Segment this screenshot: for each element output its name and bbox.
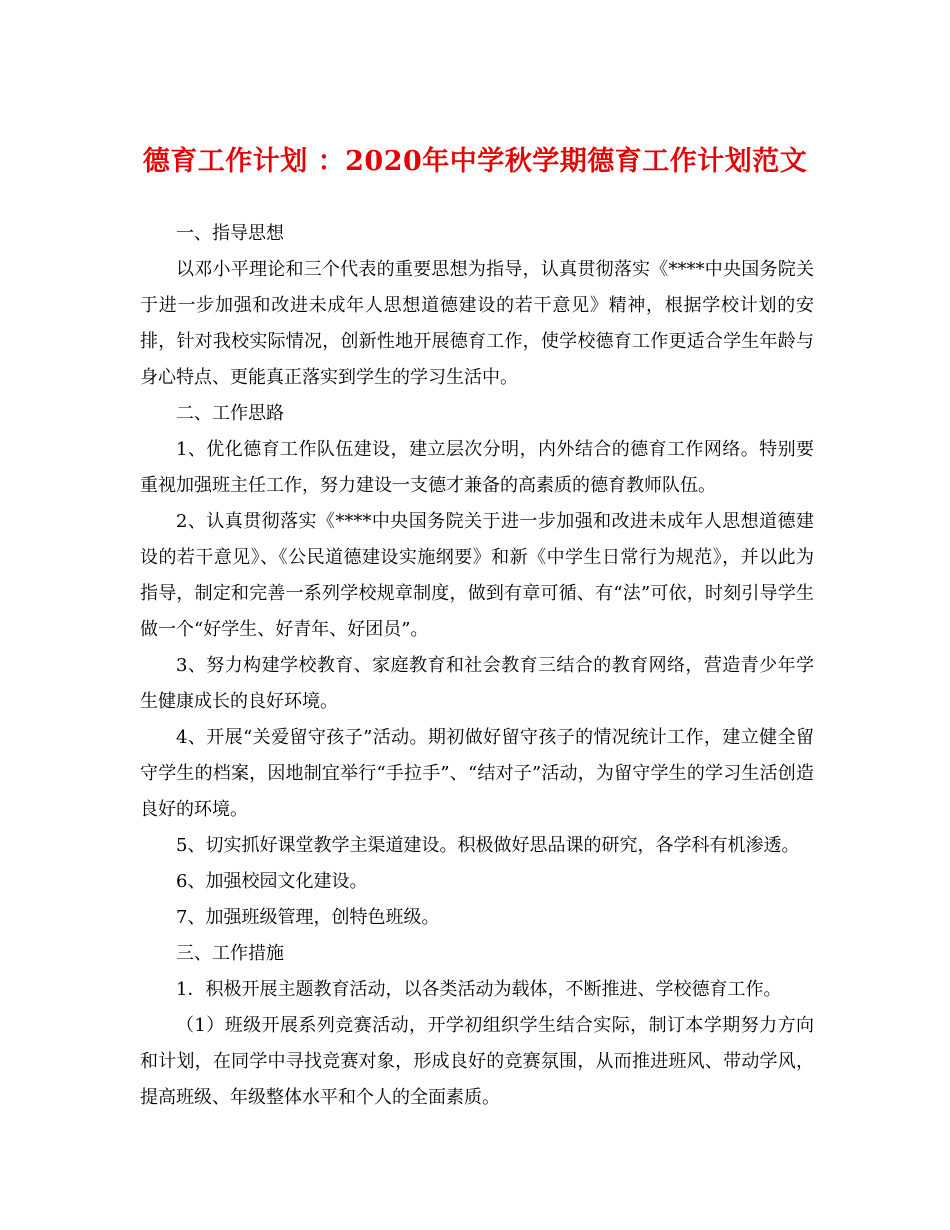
document-body (140, 216, 814, 1116)
paragraph-guiding-ideology: 以邓小平理论和三个代表的重要思想为指导，认真贯彻落实《****中央国务院关于进一步加强和改进未成年人思想道德建设的若干意见》精神，根据学校计划的安排，针对我校实际情况，创新性地开展德育工作，使学校德育工作更适合学生年龄与身心特点、更能真正落实到学生的学习生活中。 (140, 259, 814, 388)
document-title: 德育工作计划 ：2020年中学秋学期德育工作计划范文 (142, 146, 808, 177)
work-idea-item-2: 2、认真贯彻落实《****中央国务院关于进一步加强和改进未成年人思想道德建设的若干意见》、《公民道德建设实施纲要》和新《中学生日常行为规范》，并以此为指导，制定和完善一系列学校规章制度，做到有章可循、有“法”可依，时刻引导学生做一个“好学生、好青年、好团员”。 (140, 511, 814, 640)
work-idea-item-6: 6、加强校园文化建设。 (176, 871, 368, 892)
work-idea-item-1: 1、优化德育工作队伍建设，建立层次分明，内外结合的德育工作网络。特别要重视加强班主任工作，努力建设一支德才兼备的高素质的德育教师队伍。 (140, 439, 814, 496)
section-heading-work-measures: 三、工作措施 (176, 943, 284, 964)
work-idea-item-5: 5、切实抓好课堂教学主渠道建设。积极做好思品课的研究，各学科有机渗透。 (176, 835, 800, 856)
work-idea-item-4: 4、开展“关爱留守孩子”活动。期初做好留守孩子的情况统计工作，建立健全留守学生的档案，因地制宜举行“手拉手”、“结对子”活动，为留守学生的学习生活创造良好的环境。 (140, 727, 814, 820)
work-idea-item-3: 3、努力构建学校教育、家庭教育和社会教育三结合的教育网络，营造青少年学生健康成长的良好环境。 (140, 655, 814, 712)
work-idea-item-7: 7、加强班级管理，创特色班级。 (176, 907, 440, 928)
section-heading-guiding-ideology: 一、指导思想 (176, 223, 284, 244)
work-measure-item-1: 1．积极开展主题教育活动，以各类活动为载体，不断推进、学校德育工作。 (176, 979, 782, 1000)
section-heading-work-ideas: 二、工作思路 (176, 403, 284, 424)
work-measure-subitem-1: （1）班级开展系列竞赛活动，开学初组织学生结合实际，制订本学期努力方向和计划，在同学中寻找竞赛对象，形成良好的竞赛氛围，从而推进班风、带动学风，提高班级、年级整体水平和个人的全面素质。 (140, 1015, 814, 1108)
